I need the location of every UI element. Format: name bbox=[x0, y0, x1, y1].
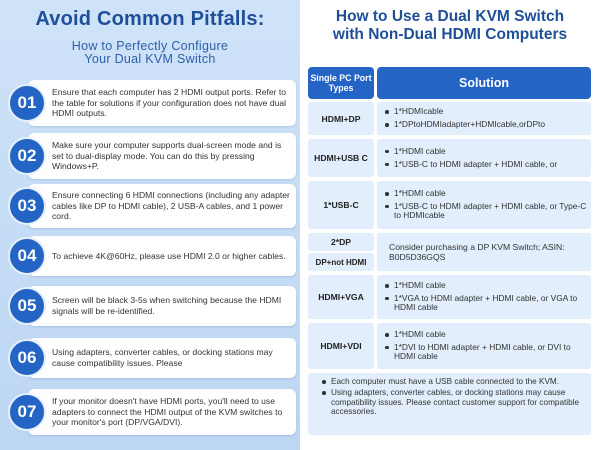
solution-cell bbox=[377, 102, 591, 135]
solution-cell bbox=[377, 233, 591, 271]
table-header-solution: Solution bbox=[377, 67, 591, 99]
tip-item bbox=[8, 236, 294, 276]
tip-number-badge: 06 bbox=[8, 339, 46, 377]
solution-title bbox=[305, 8, 595, 44]
solution-bullet: 1*USB-C to HDMI adapter + HDMI cable, or bbox=[385, 160, 589, 170]
solution-title-line2: with Non-Dual HDMI Computers bbox=[332, 26, 568, 43]
tip-text: Ensure connecting 6 HDMI connections (including any adapter cables like DP to HDMI cable), 2 USB-A cables, and 1 power cord. bbox=[52, 190, 290, 222]
port-type-cell: HDMI+VGA bbox=[308, 275, 374, 319]
solution-bullet: 1*HDMIcable bbox=[385, 107, 589, 117]
tip-text: To achieve 4K@60Hz, please use HDMI 2.0 or higher cables. bbox=[52, 250, 286, 261]
port-type-cell: 2*DP bbox=[308, 233, 374, 251]
solution-cell bbox=[377, 181, 591, 229]
tip-number-badge: 01 bbox=[8, 84, 46, 122]
solution-bullet: 1*HDMI cable bbox=[385, 281, 589, 291]
tip-item bbox=[8, 133, 294, 179]
pitfalls-subtitle-line2: Your Dual KVM Switch bbox=[84, 52, 216, 66]
port-type-cell: DP+not HDMI bbox=[308, 253, 374, 271]
tip-number-badge: 03 bbox=[8, 187, 46, 225]
notes-box bbox=[308, 373, 591, 435]
solution-bullet: 1*HDMI cable bbox=[385, 330, 589, 340]
tip-text: Make sure your computer supports dual-screen mode and is set to dual-display mode. You can do this by pressing Windows+P. bbox=[52, 140, 282, 172]
solution-cell bbox=[377, 275, 591, 319]
tip-number-badge: 07 bbox=[8, 393, 46, 431]
pitfalls-subtitle bbox=[0, 40, 300, 66]
tip-item bbox=[8, 389, 294, 435]
tip-text: If your monitor doesn't have HDMI ports, you'll need to use adapters to connect the HDMI output of the KVM switches to your monitor's port (DP/VGA/DVI). bbox=[52, 396, 283, 428]
table-header-port-types: Single PC Port Types bbox=[308, 67, 374, 99]
pitfalls-subtitle-line1: How to Perfectly Configure bbox=[71, 39, 229, 53]
port-type-cell: HDMI+DP bbox=[308, 102, 374, 135]
port-type-cell: 1*USB-C bbox=[308, 181, 374, 229]
solution-bullet: 1*VGA to HDMI adapter + HDMI cable, or VGA to HDMI cable bbox=[385, 294, 589, 313]
tip-item bbox=[8, 184, 294, 228]
tip-number-badge: 02 bbox=[8, 137, 46, 175]
note-bullet: Using adapters, converter cables, or docking stations may cause compatibility issues. Please contact customer support for compatible accessories. bbox=[322, 388, 583, 416]
tip-text: Using adapters, converter cables, or docking stations may cause compatibility issues. Please bbox=[52, 347, 273, 368]
solution-cell bbox=[377, 139, 591, 177]
solution-bullet: 1*USB-C to HDMI adapter + HDMI cable, or Type-C to HDMIcable bbox=[385, 202, 589, 221]
solution-bullet: 1*HDMI cable bbox=[385, 189, 589, 199]
tip-text: Ensure that each computer has 2 HDMI output ports. Refer to the table for solutions if your configuration does not have dual HDMI outputs. bbox=[52, 87, 287, 119]
tip-number-badge: 04 bbox=[8, 237, 46, 275]
pitfalls-title: Avoid Common Pitfalls: bbox=[35, 8, 265, 30]
tip-number-badge: 05 bbox=[8, 287, 46, 325]
tip-item bbox=[8, 80, 294, 126]
note-bullet: Each computer must have a USB cable connected to the KVM. bbox=[322, 377, 583, 386]
tip-item bbox=[8, 286, 294, 326]
solution-bullet: 1*DVI to HDMI adapter + HDMI cable, or DVI to HDMI cable bbox=[385, 343, 589, 362]
tip-item bbox=[8, 338, 294, 378]
solution-bullet: 1*HDMI cable bbox=[385, 147, 589, 157]
port-type-cell: HDMI+USB C bbox=[308, 139, 374, 177]
port-type-cell: HDMI+VDI bbox=[308, 323, 374, 369]
solution-text: Consider purchasing a DP KVM Switch; ASIN: B0D5D36GQS bbox=[389, 242, 565, 262]
solution-title-line1: How to Use a Dual KVM Switch bbox=[335, 8, 565, 25]
tip-text: Screen will be black 3-5s when switching because the HDMI signals will be re-identified. bbox=[52, 295, 282, 316]
solution-cell bbox=[377, 323, 591, 369]
solution-bullet: 1*DPtoHDMIadapter+HDMIcable,orDPto bbox=[385, 120, 589, 130]
